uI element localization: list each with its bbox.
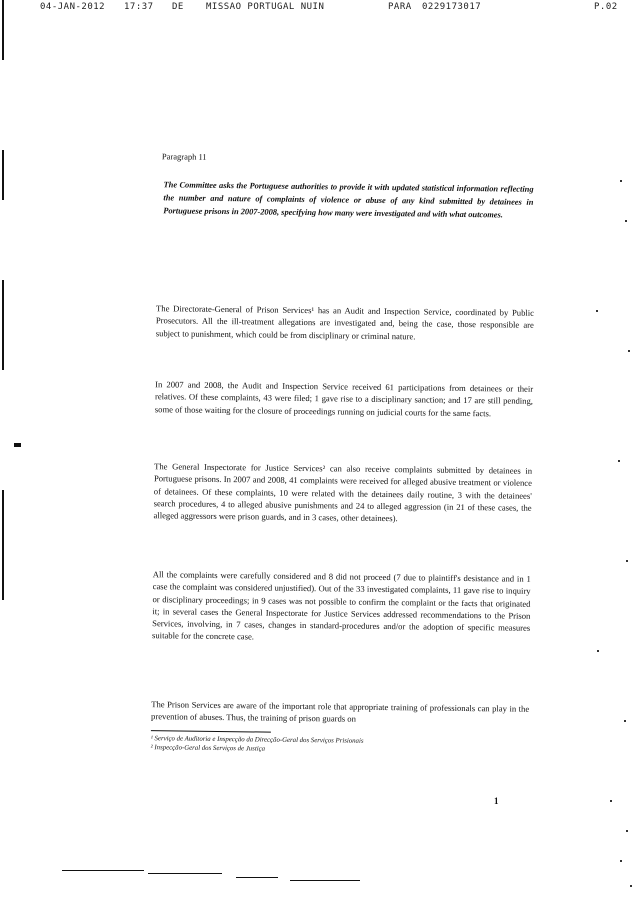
scan-speck <box>626 830 628 832</box>
scan-speck <box>620 860 622 862</box>
body-paragraph: The Directorate-General of Prison Services¹ has an Audit and Inspection Service, coordinated by Public Prosecutors. All the ill-treatment allegations are investigated and, being the case, those responsible are subject to punishment, which could be from disciplinary or criminal nature. <box>155 303 535 341</box>
body-paragraph: In 2007 and 2008, the Audit and Inspection Service received 61 participations from detainees or their relatives. Of these complaints, 43 were filed; 1 gave rise to a disciplinary sanction; and 17 are still pending, some of those waiting for the closure of proceedings running on judicial courts for the same facts. <box>154 379 534 418</box>
scan-line <box>290 880 360 881</box>
scan-speck <box>626 560 628 562</box>
scan-edge-mark <box>2 490 4 600</box>
body-paragraph: The Prison Services are aware of the important role that appropriate training of professionals can play in the prevention of abuses. Thus, the training of prison guards on <box>151 699 530 724</box>
scan-speck <box>624 720 626 722</box>
document-page <box>140 150 540 753</box>
scan-artifact <box>14 443 21 447</box>
scan-speck <box>610 800 612 802</box>
fax-time: 17:37 <box>124 2 154 12</box>
fax-date: 04-JAN-2012 <box>40 2 106 12</box>
body-paragraph: The General Inspectorate for Justice Services² can also receive complaints submitted by detainees in Portuguese prisons. In 2007 and 2008, 41 complaints were received for alleged abusive treatment or violence of detainees. Of these complaints, 10 were related with the detainees daily routine, 3 with the detainees' search procedures, 4 to alleged abusive punishments and 24 to alleged aggression (in 21 of these cases, the alleged aggressors were prison guards, and in 3 cases, other detainees). <box>153 461 533 524</box>
scan-edge-mark <box>2 0 4 60</box>
fax-sender: MISSAO PORTUGAL NUIN <box>206 2 325 12</box>
scan-line <box>236 877 278 878</box>
fax-number: 0229173017 <box>422 2 482 12</box>
committee-question: The Committee asks the Portuguese authorities to provide it with updated statistical information reflecting the number and nature of complaints of violence or abuse of any kind submitted by detainees in Portuguese prisons in 2007-2008, specifying how many were investigated and with what outcomes. <box>163 180 534 220</box>
body-paragraph: All the complaints were carefully considered and 8 did not proceed (7 due to plaintiff's desistance and in 1 case the complaint was considered unjustified). Out of the 33 investigated complaints, 11 gave rise to inquiry or disciplinary proceedings; in 9 cases was not possible to confirm the complaint or the facts that originated it; in several cases the General Inspectorate for Justice Services addressed recommendations to the Prison Services, involving, in 7 cases, changes in standard-procedures and/or the adoption of specific measures suitable for the concrete case. <box>152 569 531 642</box>
footnote-divider <box>151 730 271 732</box>
scan-speck <box>618 460 620 462</box>
footnote: ² Inspecção-Geral dos Serviços de Justiça <box>150 744 266 753</box>
scan-speck <box>625 220 627 222</box>
fax-page: P.02 <box>594 2 618 12</box>
scan-speck <box>630 885 632 887</box>
page-number: 1 <box>494 796 499 806</box>
scan-speck <box>596 310 598 312</box>
scan-speck <box>628 350 630 352</box>
scan-speck <box>597 650 599 652</box>
paragraph-heading: Paragraph 11 <box>161 151 207 162</box>
fax-from-label: DE <box>172 2 184 12</box>
scan-line <box>62 870 144 871</box>
fax-to-label: PARA <box>388 2 412 12</box>
footnotes <box>151 734 529 757</box>
scan-edge-mark <box>2 150 4 200</box>
scan-edge-mark <box>2 280 4 370</box>
scan-speck <box>620 180 622 182</box>
scan-line <box>148 873 222 874</box>
fax-header <box>0 0 640 14</box>
footnote: ¹ Serviço de Auditoria e Inspecção da Direcção-Geral dos Serviços Prisionais <box>150 735 364 745</box>
